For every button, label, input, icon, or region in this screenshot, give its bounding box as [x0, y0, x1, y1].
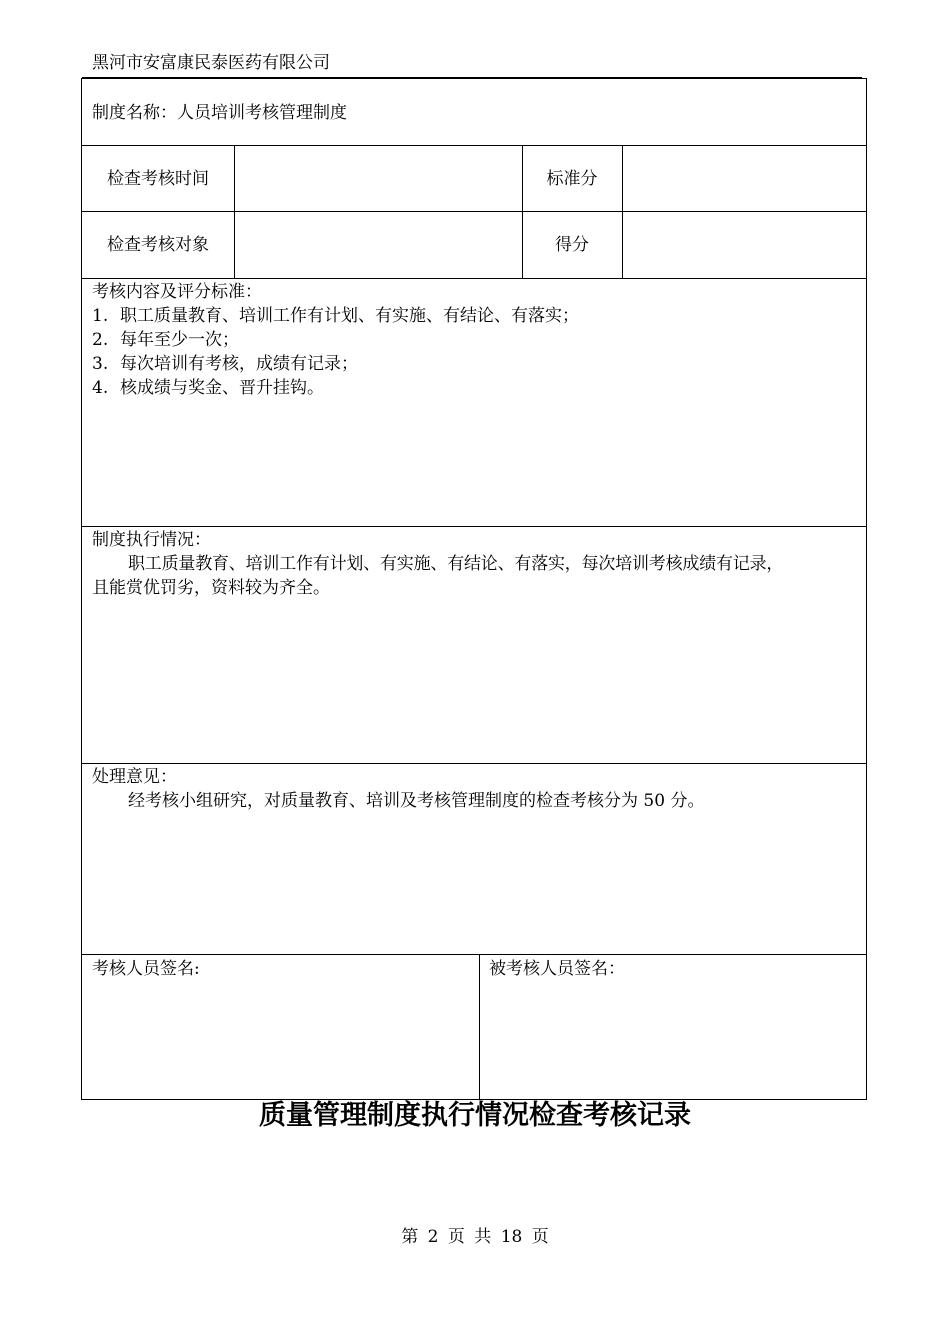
inspection-form	[81, 78, 867, 1100]
criteria-item	[92, 352, 852, 376]
criteria-item-text: 每年至少一次；	[120, 330, 239, 350]
criteria-section	[92, 280, 852, 400]
criteria-item	[92, 376, 852, 400]
execution-section	[92, 528, 864, 600]
criteria-item-text: 职工质量教育、培训工作有计划、有实施、有结论、有落实；	[120, 306, 579, 326]
page-number: 第 2 页 共 18 页	[401, 1227, 549, 1247]
execution-text-line1: 职工质量教育、培训工作有计划、有实施、有结论、有落实，每次培训考核成绩有记录，	[128, 554, 784, 574]
check-target-label: 检查考核对象	[107, 235, 209, 255]
execution-heading: 制度执行情况：	[92, 530, 211, 550]
column-divider	[479, 954, 480, 1099]
criteria-item-number: 3.	[92, 354, 109, 374]
criteria-item	[92, 328, 852, 352]
criteria-item-number: 4.	[92, 378, 109, 398]
opinion-text: 经考核小组研究，对质量教育、培训及考核管理制度的检查考核分为 50 分。	[128, 791, 705, 811]
document-title: 质量管理制度执行情况检查考核记录	[259, 1100, 691, 1131]
row-divider	[82, 211, 866, 212]
examiner-signature-label: 考核人员签名:	[92, 959, 200, 979]
criteria-heading: 考核内容及评分标准：	[92, 282, 262, 302]
criteria-item-number: 1.	[92, 306, 109, 326]
opinion-section	[92, 765, 852, 813]
column-divider	[622, 145, 623, 278]
row-divider	[82, 763, 866, 764]
row-divider	[82, 954, 866, 955]
criteria-item	[92, 304, 852, 328]
opinion-heading: 处理意见：	[92, 767, 177, 787]
column-divider	[234, 145, 235, 278]
criteria-item-number: 2.	[92, 330, 109, 350]
column-divider	[522, 145, 523, 278]
row-divider	[82, 145, 866, 146]
system-name: 制度名称：人员培训考核管理制度	[92, 103, 347, 123]
criteria-item-text: 核成绩与奖金、晋升挂钩。	[120, 378, 324, 398]
check-time-label: 检查考核时间	[107, 169, 209, 189]
company-header: 黑河市安富康民泰医药有限公司	[92, 53, 330, 73]
criteria-item-text: 每次培训有考核，成绩有记录；	[120, 354, 358, 374]
row-divider	[82, 278, 866, 279]
score-label: 得分	[555, 235, 589, 255]
standard-score-label: 标准分	[546, 169, 598, 189]
execution-text-line2: 且能赏优罚劣，资料较为齐全。	[92, 578, 330, 598]
row-divider	[82, 526, 866, 527]
examinee-signature-label: 被考核人员签名：	[489, 959, 625, 979]
